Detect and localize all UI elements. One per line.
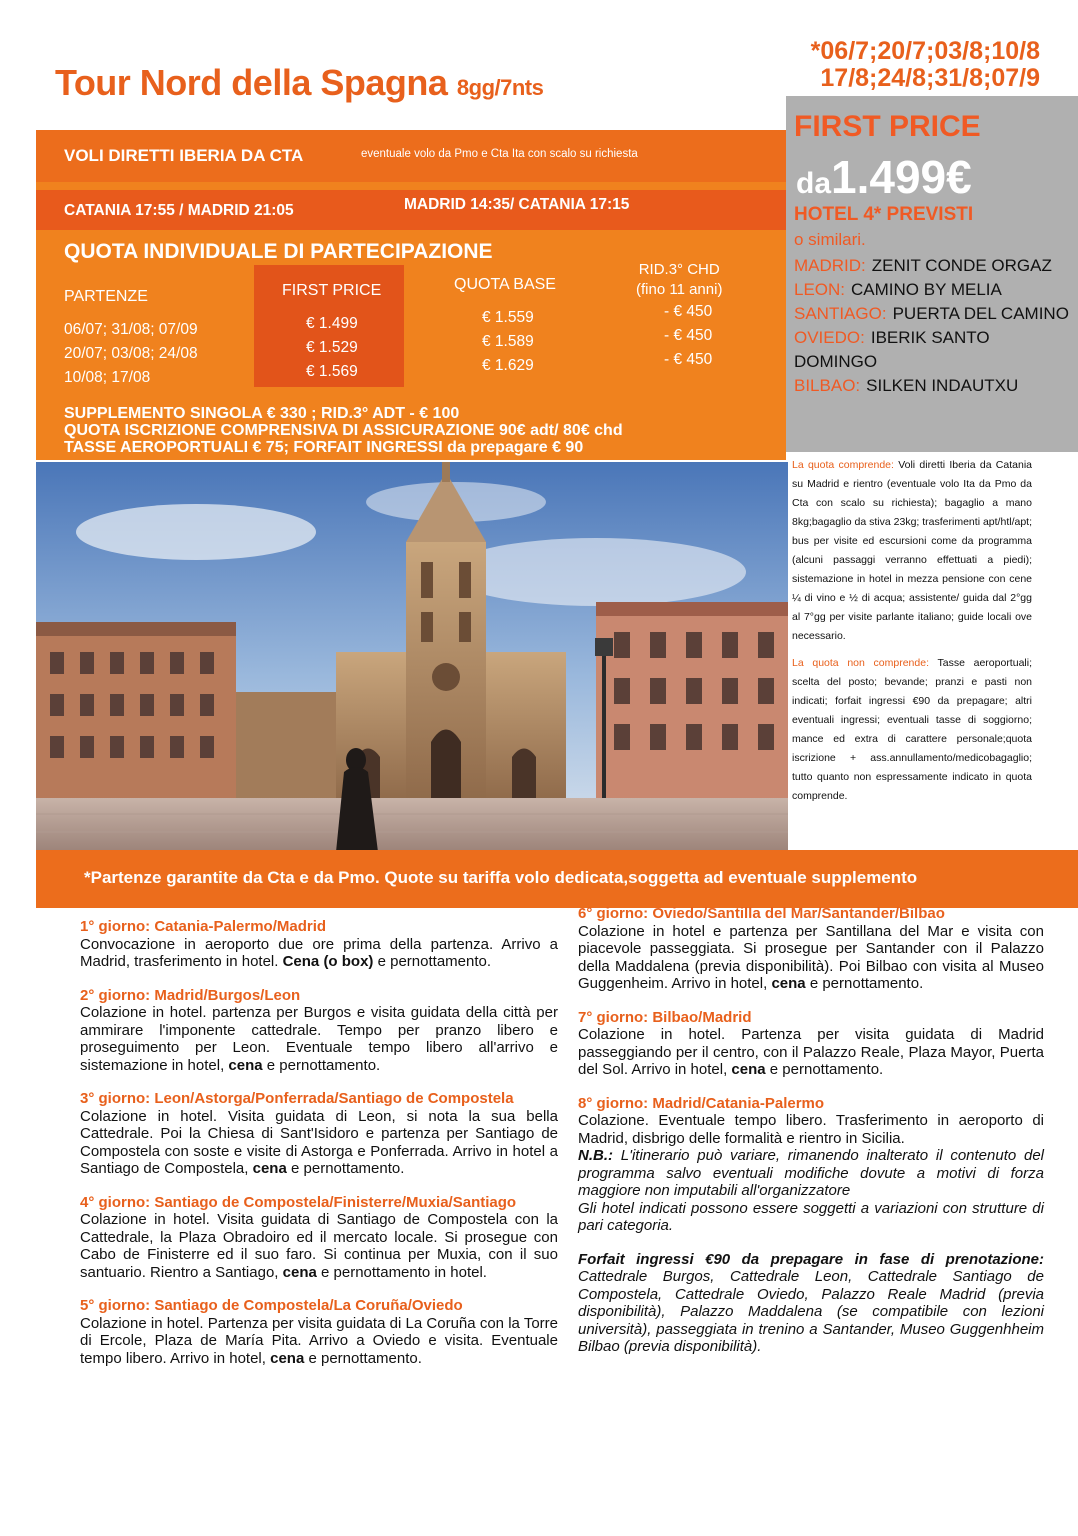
flight-outbound: CATANIA 17:55 / MADRID 21:05 [64, 202, 294, 219]
day-text: Convocazione in aeroporto due ore prima della partenza. Arrivo a Madrid, trasferimento in hotel. [80, 935, 558, 970]
day-end: e pernottamento. [291, 1160, 405, 1177]
table-cell: - € 450 [664, 327, 713, 344]
tour-duration: 8gg/7nts [456, 75, 544, 100]
header-rid-chd [636, 260, 722, 300]
rid-chd-column [664, 300, 712, 372]
nb-label: N.B.: [578, 1147, 613, 1164]
itinerary-day [578, 1095, 1044, 1148]
day-end: e pernottamento. [809, 975, 924, 992]
header-first-price: FIRST PRICE [282, 282, 382, 299]
day-title: 8° giorno: Madrid/Catania-Palermo [578, 1094, 825, 1112]
hotels-similari: o similari. [794, 230, 866, 249]
flight-return: MADRID 14:35/ CATANIA 17:15 [404, 196, 630, 213]
first-price-label: FIRST PRICE [794, 110, 981, 143]
hotel-city: MADRID: [794, 256, 866, 275]
day-text: Colazione in hotel. Visita guidata di Leon, si nota la sua bella Cattedrale. Poi la Chiesa di Sant'Isidoro e partenza per Santiago de Compostela con soste e visite di Astorga e Ponferrada. Arrivo in hotel a Santiago de Compostela, [80, 1107, 558, 1177]
hotel-city: LEON: [794, 280, 846, 299]
includes-label: La quota comprende: [792, 459, 894, 471]
list-item [794, 254, 1074, 278]
hotel-city: OVIEDO: [794, 328, 865, 347]
day-bold: Cena (o box) [282, 953, 374, 970]
day-text: Colazione in hotel. Partenza per visita guidata di La Coruña con la Torre di Ercole, Plaza de María Pita. Arrivo a Oviedo e visita. Eventuale tempo libero. Arrivo in hotel, [80, 1314, 558, 1367]
tour-title-main: Tour Nord della Spagna [55, 62, 448, 103]
forfait-text: Cattedrale Burgos, Cattedrale Leon, Cattedrale Santiago de Compostela, Cattedrale Oviedo, Palazzo Reale Madrid (previa disponibilità), Palazzo Maddalena (se compatibile con lezioni università), passeggiata in trenino a Santander, Museo Guggenhheim Bilbao (previa disponibilità). [578, 1268, 1044, 1355]
day-bold: cena [252, 1160, 287, 1177]
hotel-name: SILKEN INDAUTXU [866, 376, 1019, 395]
forfait-note [578, 1251, 1044, 1356]
itinerary-day [578, 1009, 1044, 1079]
day-title: 5° giorno: Santiago de Compostela/La Coruña/Oviedo [80, 1297, 463, 1314]
cathedral-photo [36, 462, 788, 852]
supplement-line: SUPPLEMENTO SINGOLA € 330 ; RID.3° ADT - € 100 [64, 405, 460, 422]
hotel-name: PUERTA DEL CAMINO [892, 304, 1069, 323]
table-cell: € 1.629 [482, 357, 534, 374]
partenze-column [64, 318, 198, 390]
nb-note [578, 1147, 1044, 1200]
table-cell: 06/07; 31/08; 07/09 [64, 321, 198, 338]
hotel-list [794, 254, 1074, 398]
header-partenze: PARTENZE [64, 288, 148, 305]
excludes-paragraph [792, 654, 1032, 806]
banner-text: *Partenze garantite da Cta e da Pmo. Quote su tariffa volo dedicata,soggetta ad eventuale supplemento [84, 868, 918, 887]
list-item [794, 302, 1074, 326]
first-price-panel [786, 96, 1078, 452]
included-excluded-text [792, 456, 1032, 806]
pricing-block [36, 130, 786, 460]
itinerary-day [80, 918, 558, 971]
day-text: Colazione. Eventuale tempo libero. Trasferimento in aeroporto di Madrid, disbrigo delle formalità e rientro in Sicilia. [578, 1112, 1044, 1147]
excludes-label: La quota non comprende: [792, 657, 929, 669]
itinerary-day [80, 987, 558, 1075]
hotel-city: SANTIAGO: [794, 304, 887, 323]
first-price-amount [796, 150, 972, 204]
day-end: e pernottamento in hotel. [321, 1263, 487, 1281]
table-cell: - € 450 [664, 303, 713, 320]
supplement-line: TASSE AEROPORTUALI € 75; FORFAIT INGRESSI da prepagare € 90 [64, 439, 584, 456]
table-cell: € 1.569 [306, 363, 358, 380]
excludes-text: Tasse aeroportuali; scelta del posto; bevande; pranzi e pasti non indicati; forfait ingressi €90 da prepagare; altri eventuali ingressi; eventuali tasse di soggiorno; mance ed extra di carattere personale;quota iscrizione + ass.annullamento/medicobagaglio; tutto quanto non espressamente indicato in quota comprende. [792, 657, 1032, 802]
itinerary-day [80, 1090, 558, 1178]
flight-sub: eventuale volo da Pmo e Cta Ita con scalo su richiesta [361, 148, 638, 160]
day-title: 7° giorno: Bilbao/Madrid [578, 1008, 752, 1026]
first-price-column [306, 312, 358, 384]
supplements [64, 405, 623, 456]
guaranteed-departures-banner [36, 850, 1078, 908]
itinerary-day [80, 1297, 558, 1367]
day-text: Colazione in hotel e partenza per Santillana del Mar e visita con piacevole passeggiata. Si prosegue per Santander con il Palazzo della Maddalena (previa disponibilità). Poi Bilbao con visita al Museo Guggenheim. Arrivo in hotel, [578, 922, 1044, 992]
day-title: 6° giorno: Oviedo/Santilla del Mar/Santander/Bilbao [578, 905, 945, 922]
day-end: e pernottamento. [308, 1349, 422, 1367]
forfait-label: Forfait ingressi €90 da prepagare in fase di prenotazione: [578, 1250, 1044, 1268]
list-item [794, 278, 1074, 302]
hotel-name: IBERIK SANTO DOMINGO [794, 328, 990, 371]
day-text: Colazione in hotel. partenza per Burgos e visita guidata della città per ammirare l'imponente cattedrale. Tempo per pranzo libero e proseguimento per Leon. Eventuale tempo libero all'arrivo e sistemazione in hotel, [80, 1004, 558, 1074]
hotels-title: HOTEL 4* PREVISTI [794, 204, 974, 225]
day-bold: cena [771, 975, 806, 992]
table-cell: - € 450 [664, 351, 713, 368]
itinerary-day [578, 905, 1044, 993]
cathedral-illustration [36, 462, 788, 852]
hotel-city: BILBAO: [794, 376, 861, 395]
day-title: 1° giorno: Catania-Palermo/Madrid [80, 918, 327, 935]
flight-times [36, 190, 786, 230]
day-end: e pernottamento. [266, 1056, 381, 1074]
includes-paragraph [792, 456, 1032, 646]
header-rid-line2: (fino 11 anni) [636, 281, 723, 298]
supplement-line: QUOTA ISCRIZIONE COMPRENSIVA DI ASSICURAZIONE 90€ adt/ 80€ chd [64, 422, 623, 439]
first-price-da: da [796, 167, 832, 200]
departure-dates-line2: 17/8;24/8;31/8;07/9 [820, 64, 1040, 92]
departure-dates-line1: *06/7;20/7;03/8;10/8 [810, 37, 1040, 65]
day-end: e pernottamento. [769, 1061, 884, 1078]
includes-text: Voli diretti Iberia da Catania su Madrid e rientro (eventuale volo Ita da Pmo da Cta con scalo su richiesta); bagaglio a mano 8kg;bagaglio da stiva 23kg; trasferimenti apt/htl/apt; bus per visite ed escursioni come da programma (alcuni passaggi verranno effettuati a piedi); sistemazione in hotel in mezza pensione con cene ¼ di vino e ½ di acqua; assistente/ guida dal 2°gg al 7°gg per visite parlante italiano; guide locali ove necessario. [792, 459, 1032, 642]
table-cell: € 1.559 [482, 309, 534, 326]
day-bold: cena [731, 1061, 766, 1078]
header-quota-base: QUOTA BASE [454, 276, 556, 293]
departure-dates [811, 38, 1040, 92]
itinerary-day [80, 1194, 558, 1282]
first-price-value: 1.499€ [831, 151, 972, 203]
day-text: Colazione in hotel. Visita guidata di Santiago de Compostela con la Cattedrale, la Plaza Obradoiro ed il mercato locale. Si prosegue con Cabo de Finisterre ed il suo faro. Si continua per Muxia, con il suo santuario. Rientro a Santiago, [80, 1211, 558, 1281]
itinerary-right [578, 905, 1044, 1356]
list-item [794, 326, 1074, 374]
day-title: 3° giorno: Leon/Astorga/Ponferrada/Santiago de Compostela [80, 1090, 514, 1107]
day-bold: cena [282, 1263, 317, 1281]
hotel-note: Gli hotel indicati possono essere soggetti a variazioni con strutture di pari categoria. [578, 1199, 1044, 1234]
quota-base-column [482, 306, 534, 378]
table-cell: € 1.529 [306, 339, 358, 356]
table-cell: € 1.589 [482, 333, 534, 350]
day-text: Colazione in hotel. Partenza per visita guidata di Madrid passeggiando per il centro, con il Palazzo Reale, Plaza Mayor, Puerta del Sol. Arrivo in hotel, [578, 1026, 1044, 1078]
flight-main: VOLI DIRETTI IBERIA DA CTA [64, 146, 304, 165]
table-cell: 10/08; 17/08 [64, 369, 151, 386]
tour-title [55, 62, 543, 104]
table-cell: 20/07; 03/08; 24/08 [64, 345, 198, 362]
day-title: 4° giorno: Santiago de Compostela/Finisterre/Muxia/Santiago [80, 1193, 517, 1211]
itinerary-left [80, 918, 558, 1383]
day-end: e pernottamento. [377, 953, 492, 970]
hotel-name: CAMINO BY MELIA [851, 280, 1002, 299]
quota-title: QUOTA INDIVIDUALE DI PARTECIPAZIONE [64, 240, 493, 263]
nb-text: L'itinerario può variare, rimanendo inalterato il contenuto del programma salvo eventuali modifiche dovute a motivi di forza maggiore non imputabili all'organizzatore [578, 1147, 1044, 1199]
header-rid-line1: RID.3° CHD [638, 261, 720, 278]
day-bold: cena [228, 1056, 263, 1074]
day-bold: cena [270, 1349, 305, 1367]
day-title: 2° giorno: Madrid/Burgos/Leon [80, 986, 301, 1004]
list-item [794, 374, 1074, 398]
hotel-name: ZENIT CONDE ORGAZ [871, 256, 1052, 275]
flight-banner [36, 130, 786, 182]
table-cell: € 1.499 [306, 315, 358, 332]
